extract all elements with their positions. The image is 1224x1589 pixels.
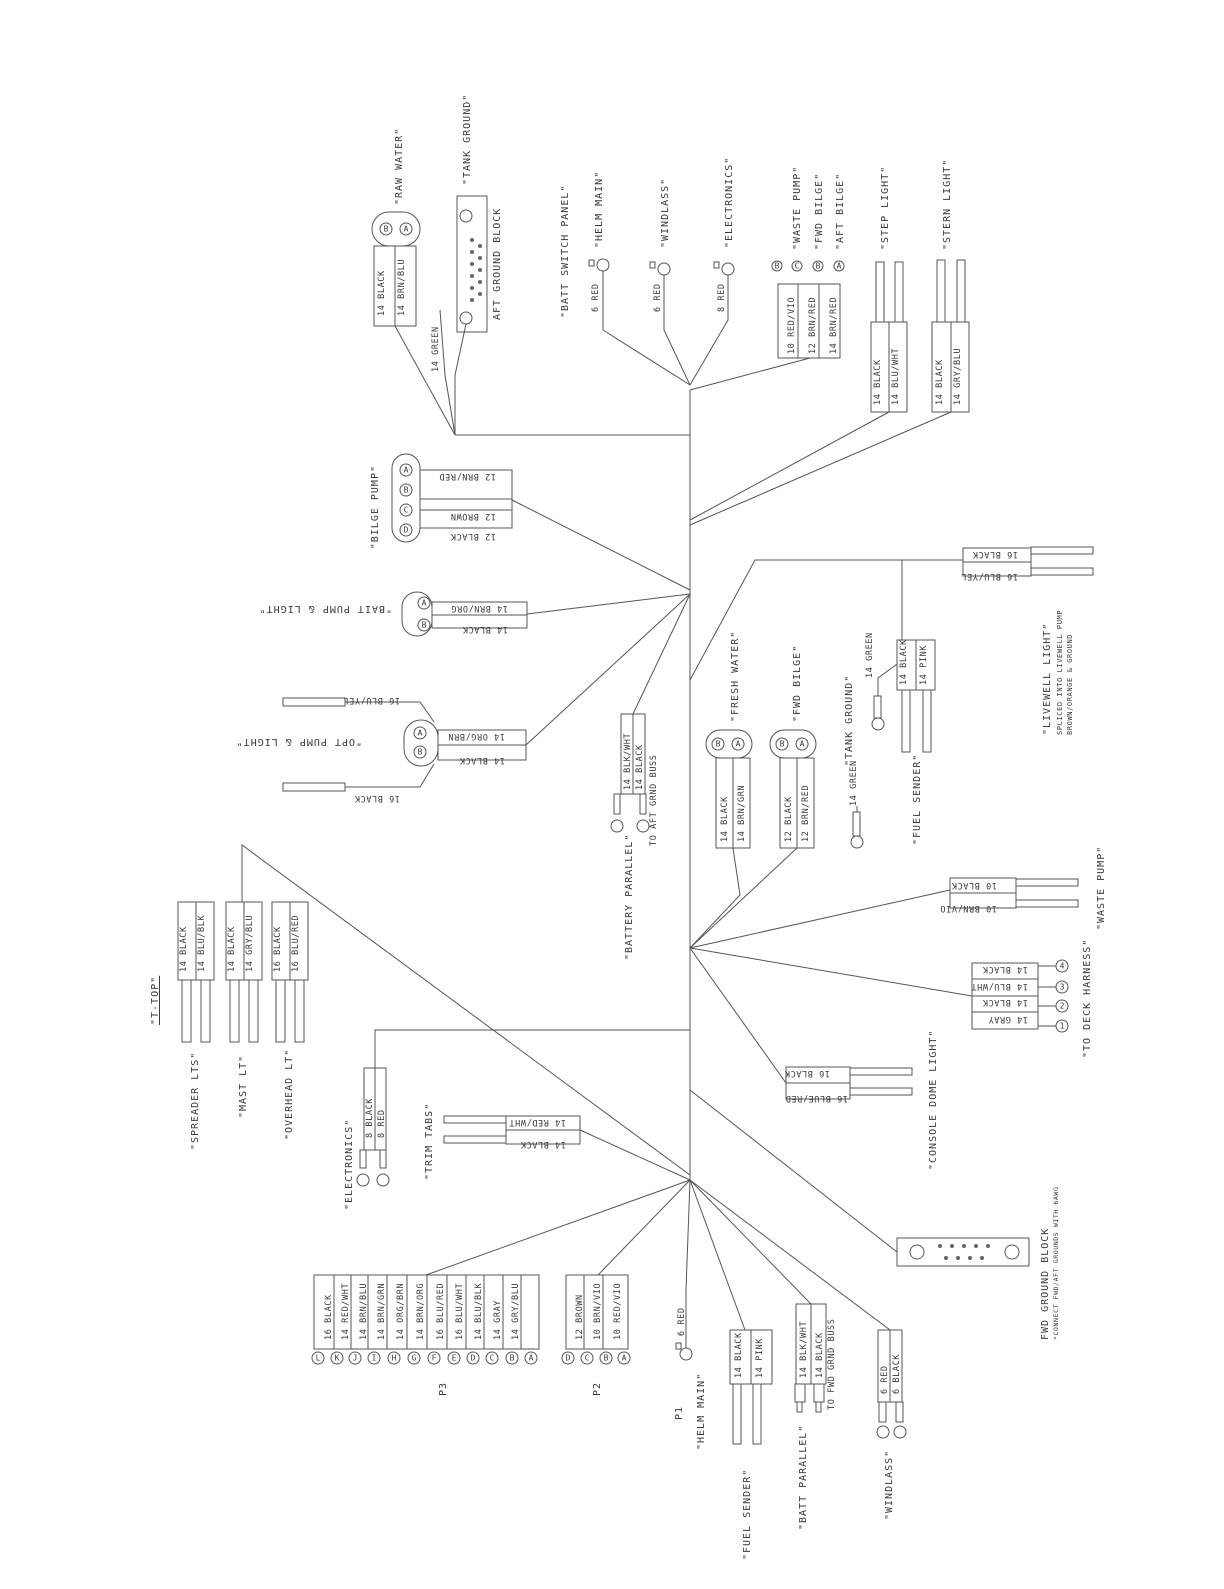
windlass-label: "WINDLASS" (660, 177, 671, 248)
wire-label: 10 RED/VIO (613, 1282, 623, 1340)
wire-label: 14 BLACK (462, 624, 508, 634)
console-dome-light (690, 948, 939, 1170)
fuel-sender-mid (897, 560, 935, 845)
fuel-sender-bottom (690, 1180, 772, 1560)
wire-label: 14 BLACK (935, 359, 945, 405)
wire-label: 14 BLACK (815, 1332, 825, 1378)
wire-label: 16 BLU/WHT (455, 1282, 465, 1340)
wire-label: 10 BRN/VIO (593, 1282, 603, 1340)
wire-label: 16 BLU/RED (436, 1282, 446, 1340)
fuel-sender-mid-label: "FUEL SENDER" (912, 753, 923, 845)
fwd-grnd-buss-label: TO FWD GRND BUSS (827, 1318, 837, 1410)
p3-pins (312, 1352, 537, 1364)
wire-label: 14 RED/WHT (341, 1282, 351, 1340)
battery-parallel (611, 594, 690, 960)
wire-label: 12 BROWN (450, 511, 496, 521)
wire-label: 8 RED (717, 283, 727, 312)
wire-label: 14 GRY/BLU (245, 914, 255, 972)
pin-label: A (836, 261, 842, 271)
pin-label: B (815, 261, 821, 271)
aft-bilge-label: "AFT BILGE" (835, 172, 846, 250)
opt-pump-label: "OPT PUMP & LIGHT" (235, 736, 362, 747)
pin-label: H (391, 1353, 397, 1363)
pin-label: A (421, 598, 427, 608)
pin-label: K (334, 1353, 340, 1363)
fwd-bilge-label: "FWD BILGE" (814, 172, 825, 250)
fwd-bilge-connector (690, 645, 816, 948)
raw-water-label: "RAW WATER" (394, 127, 405, 205)
wire-label: 14 BLACK (720, 796, 730, 842)
wire-label: 12 BROWN (575, 1294, 585, 1340)
pin-label: A (528, 1353, 534, 1363)
wire-label: 14 BLACK (899, 639, 909, 685)
wire-label: 14 RED/WHT (508, 1117, 566, 1127)
bait-pump-connector (259, 592, 690, 636)
deck-harness (690, 939, 1093, 1058)
pin-label: B (774, 261, 780, 271)
wire-label: 14 BLACK (734, 1332, 744, 1378)
wire-label: 12 BRN/RED (801, 784, 811, 842)
p1-label: P1 (674, 1405, 685, 1420)
wire-label: 16 BLACK (273, 926, 283, 972)
battery-parallel-label: "BATTERY PARALLEL" (624, 833, 635, 960)
tank-ground-label: "TANK GROUND" (462, 93, 473, 185)
wire-label: 14 GRY/BLU (511, 1282, 521, 1340)
livewell-note: BROWN/ORANGE & GROUND (1066, 633, 1074, 735)
electronics-bottom-label: "ELECTRONICS" (344, 1118, 355, 1210)
waste-pump-label: "WASTE PUMP" (1096, 845, 1107, 930)
helm-main-label: "HELM MAIN" (594, 170, 605, 248)
fresh-water-label: "FRESH WATER" (730, 630, 741, 722)
pin-label: 3 (1059, 982, 1065, 992)
wire-label: 14 BRN/BLU (397, 258, 407, 316)
mast-lt-label: "MAST LT" (238, 1054, 249, 1118)
top-branches (560, 157, 735, 385)
wire-label: 14 BLACK (982, 964, 1028, 974)
pin-label: C (489, 1353, 495, 1363)
wire-label: 14 BRN/GRN (737, 784, 747, 842)
p3-label: P3 (438, 1381, 449, 1396)
wire-label: 14 BLACK (635, 744, 645, 790)
wire-label: 14 GRAY (987, 1014, 1028, 1024)
pin-label: 1 (1059, 1021, 1065, 1031)
wire-label: 12 BLACK (784, 796, 794, 842)
trim-tabs (424, 1103, 690, 1180)
wire-label: 16 BLU/RED (291, 914, 301, 972)
electronics-label: "ELECTRONICS" (724, 156, 735, 248)
pin-label: C (794, 261, 800, 271)
pin-label: D (403, 525, 409, 535)
pin-label: B (403, 485, 409, 495)
wire-label: 8 RED (377, 1109, 387, 1138)
wire-label: 14 BLK/WHT (799, 1320, 809, 1378)
pin-label: F (431, 1353, 437, 1363)
wire-label: 14 BLACK (873, 359, 883, 405)
pin-label: B (603, 1353, 609, 1363)
wire-label: 14 GREEN (865, 632, 875, 678)
fresh-water-connector (690, 631, 752, 948)
wire-label: 14 BLACK (459, 755, 505, 765)
fwd-ground-block (690, 1090, 1060, 1340)
t-top (150, 845, 690, 1175)
livewell-note: SPLICED INTO LIVEWELL PUMP (1056, 609, 1064, 735)
fwd-ground-block-label: FWD GROUND BLOCK (1040, 1227, 1051, 1340)
pin-label: 2 (1059, 1001, 1065, 1011)
livewell-light-label: "LIVEWELL LIGHT" (1042, 622, 1053, 735)
pin-label: B (421, 620, 427, 630)
batt-parallel-bottom-label: "BATT PARALLEL" (798, 1424, 809, 1530)
wire-label: 14 BLU/WHT (970, 981, 1028, 991)
wire-label: 14 BLACK (179, 926, 189, 972)
wire-label: 14 BRN/ORG (450, 603, 508, 613)
pin-label: B (417, 747, 423, 757)
wire-label: 14 BLU/BLK (474, 1282, 484, 1340)
bilge-pump-connector (370, 454, 690, 590)
console-dome-light-label: "CONSOLE DOME LIGHT" (928, 1029, 939, 1170)
t-top-label: "T-TOP" (150, 975, 161, 1025)
pin-label: A (735, 739, 741, 749)
wire-label: 14 GREEN (849, 760, 859, 806)
wire-label: 14 PINK (755, 1337, 765, 1378)
fwd-ground-note: *CONNECT FWD/AFT GROUNDS WITH 6AWG (1052, 1186, 1060, 1340)
wire-label: 16 BLACK (972, 549, 1018, 559)
pin-label: B (383, 224, 389, 234)
pin-label: 4 (1059, 961, 1065, 971)
wire-label: 16 BLU/YEL (342, 695, 400, 705)
overhead-lt-label: "OVERHEAD LT" (284, 1048, 295, 1140)
wire-label: 14 BRN/ORG (416, 1282, 426, 1340)
fuel-sender-bottom-label: "FUEL SENDER" (742, 1468, 753, 1560)
helm-main-bottom-label: "HELM MAIN" (696, 1372, 707, 1450)
pin-label: A (403, 224, 409, 234)
pin-label: D (565, 1353, 571, 1363)
aft-ground-block-label: AFT GROUND BLOCK (492, 207, 503, 320)
raw-water-connector (372, 128, 455, 435)
wire-label: 16 BLACK (324, 1294, 334, 1340)
pin-label: C (584, 1353, 590, 1363)
wire-label: 10 BLACK (951, 880, 997, 890)
fwd-bilge-label: "FWD BILGE" (792, 644, 803, 722)
p2-connector (562, 1180, 690, 1396)
wire-label: 14 BLACK (377, 270, 387, 316)
wire-label: 14 BLACK (227, 926, 237, 972)
pin-label: C (403, 505, 409, 515)
wire-label: 14 BLU/BLK (197, 914, 207, 972)
wire-label: 6 RED (653, 283, 663, 312)
wire-label: 6 RED (677, 1307, 687, 1336)
wire-label: 14 BRN/BLU (359, 1282, 369, 1340)
wire-label: 12 BLACK (450, 531, 496, 541)
wire-label: 14 ORG/BRN (447, 731, 505, 741)
wire-label: 16 BLU/YEL (960, 571, 1018, 581)
windlass-bottom-label: "WINDLASS" (884, 1449, 895, 1520)
batt-switch-panel-label: "BATT SWITCH PANEL" (560, 184, 571, 318)
pin-label: E (451, 1353, 457, 1363)
wire-label: 8 BLACK (365, 1097, 375, 1138)
wire-label: 16 BLUE/RED (785, 1093, 848, 1103)
wire-label: 10 RED/VIO (787, 296, 797, 354)
stern-light-label: "STERN LIGHT" (942, 158, 953, 250)
pin-label: B (715, 739, 721, 749)
pin-label: D (470, 1353, 476, 1363)
tank-ground-mid (844, 632, 900, 848)
aft-grnd-buss-label: TO AFT GRND BUSS (649, 754, 659, 846)
wire-label: 6 RED (880, 1365, 890, 1394)
waste-pump-branch (690, 846, 1107, 948)
wire-label: 14 BLK/WHT (623, 732, 633, 790)
wire-label: 14 BLACK (982, 997, 1028, 1007)
deck-harness-label: "TO DECK HARNESS" (1082, 938, 1093, 1058)
wire-label: 10 BRN/VIO (939, 903, 997, 913)
bilge-pump-label: "BILGE PUMP" (370, 465, 381, 550)
tank-ground-mid-label: "TANK GROUND" (844, 674, 855, 766)
wire-label: 6 RED (591, 283, 601, 312)
waste-pump-label: "WASTE PUMP" (792, 165, 803, 250)
wire-label: 14 BRN/RED (829, 296, 839, 354)
wire-label: 12 BRN/RED (438, 471, 496, 481)
wire-label: 12 BRN/RED (808, 296, 818, 354)
pin-label: A (799, 739, 805, 749)
wire-label: 16 BLACK (784, 1068, 830, 1078)
wire-label: 14 GRY/BLU (953, 347, 963, 405)
pin-label: B (509, 1353, 515, 1363)
pin-label: J (352, 1353, 358, 1363)
wire-label: 14 ORG/BRN (396, 1282, 406, 1340)
pin-label: A (417, 728, 423, 738)
wire-label: 14 BLU/WHT (891, 347, 901, 405)
bait-pump-label: "BAIT PUMP & LIGHT" (258, 603, 392, 614)
pin-label: L (315, 1353, 321, 1363)
pin-label: G (411, 1353, 417, 1363)
pump-connectors-right (690, 166, 846, 390)
p3-connector (312, 1180, 690, 1396)
p2-label: P2 (592, 1381, 603, 1396)
wire-label: 14 BLACK (520, 1139, 566, 1149)
pin-label: B (779, 739, 785, 749)
wire-label: 6 BLACK (892, 1353, 902, 1394)
wire-label: 16 BLACK (354, 793, 400, 803)
pin-label: A (621, 1353, 627, 1363)
aft-ground-block (431, 94, 503, 435)
wire-label: 14 PINK (919, 644, 929, 685)
trim-tabs-label: "TRIM TABS" (424, 1102, 435, 1180)
spreader-lts-label: "SPREADER LTS" (190, 1051, 201, 1150)
p1-connector (674, 1180, 707, 1450)
wire-label: 14 GREEN (431, 326, 441, 372)
pin-label: I (371, 1353, 377, 1363)
pin-label: A (403, 465, 409, 475)
wire-label: 14 GRAY (493, 1299, 503, 1340)
step-light-label: "STEP LIGHT" (880, 165, 891, 250)
livewell-light (690, 547, 1093, 735)
wire-label: 14 BRN/GRN (377, 1282, 387, 1340)
